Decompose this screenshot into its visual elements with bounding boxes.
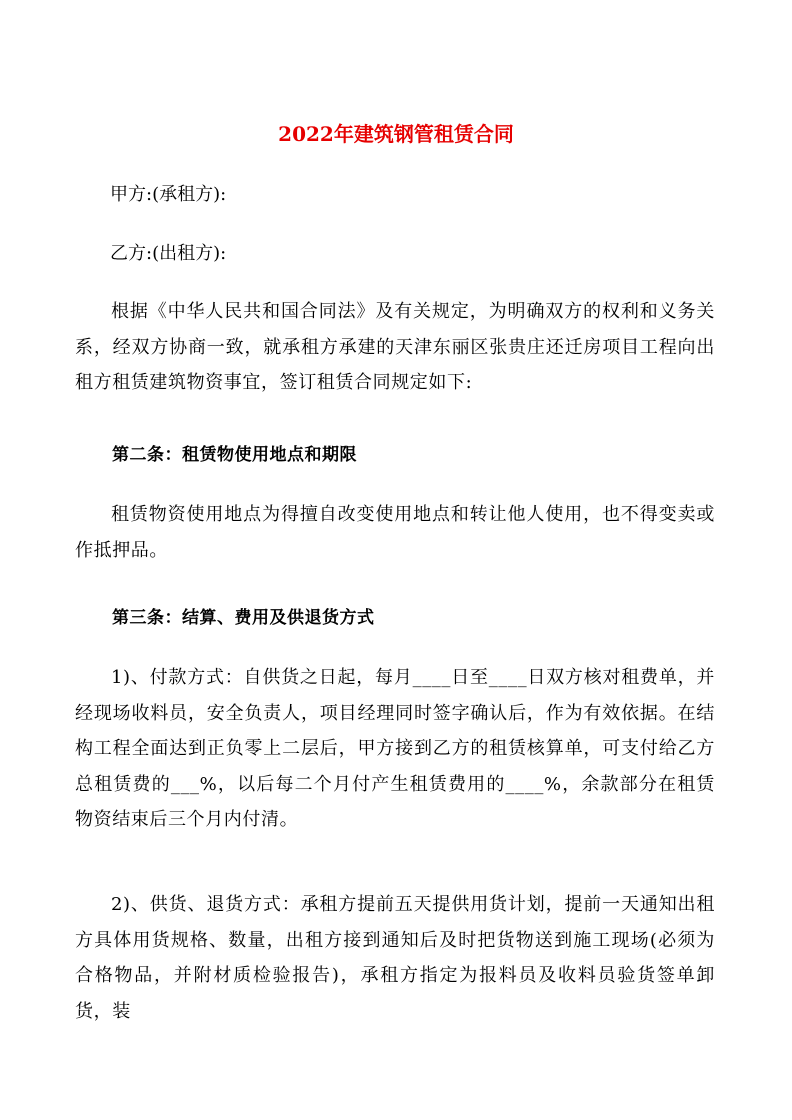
article-3-item-2: 2)、供货、退货方式：承租方提前五天提供用货计划，提前一天通知出租方具体用货规格、数量，出租方接到通知后及时把货物送到施工现场(必须为合格物品，并附材质检验报告)，承租方指定为报料员及收料员验货签单卸货，装 xyxy=(75,894,715,1022)
document-title: 2022年建筑钢管租赁合同 xyxy=(278,122,514,146)
intro-paragraph: 根据《中华人民共和国合同法》及有关规定，为明确双方的权利和义务关系，经双方协商一致，就承租方承建的天津东丽区张贵庄还迁房项目工程向出租方租赁建筑物资事宜，签订租赁合同规定如下: xyxy=(75,301,715,393)
article-2-heading: 第二条：租赁物使用地点和期限 xyxy=(112,445,357,465)
article-3-item-1: 1)、付款方式：自供货之日起，每月____日至____日双方核对租费单，并经现场收料员，安全负责人，项目经理同时签字确认后，作为有效依据。在结构工程全面达到正负零上二层后，甲方接到乙方的租赁核算单，可支付给乙方总租赁费的___%，以后每二个月付产生租赁费用的____%，余款部分在租赁物资结束后三个月内付清。 xyxy=(75,667,715,830)
article-3-heading: 第三条：结算、费用及供退货方式 xyxy=(112,608,375,628)
party-a-line: 甲方:(承租方): xyxy=(110,184,227,205)
article-2-body: 租赁物资使用地点为得擅自改变使用地点和转让他人使用，也不得变卖或作抵押品。 xyxy=(75,504,715,561)
party-b-line: 乙方:(出租方): xyxy=(110,243,227,264)
